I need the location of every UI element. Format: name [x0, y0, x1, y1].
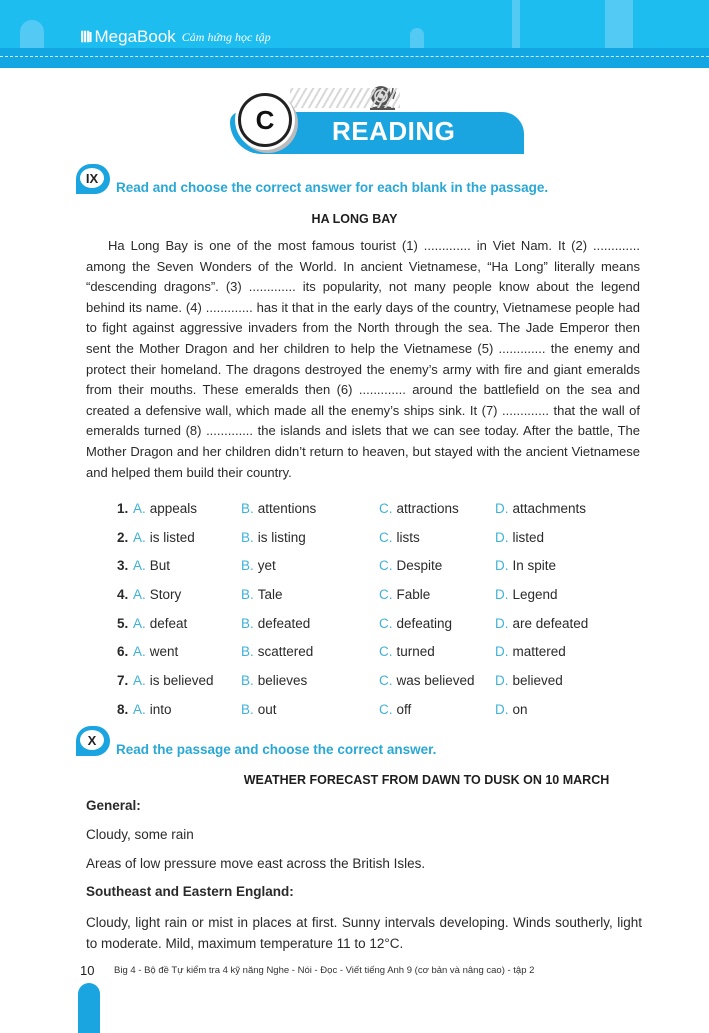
question-number: 7.: [117, 672, 129, 688]
answer-option[interactable]: [241, 702, 379, 717]
option-text: is listing: [257, 529, 306, 545]
answer-option[interactable]: [495, 673, 615, 688]
option-letter: D.: [495, 615, 509, 631]
exercise-badge-ix: [76, 164, 110, 194]
answer-option[interactable]: [379, 673, 495, 688]
option-letter: C.: [379, 615, 393, 631]
answer-option[interactable]: [379, 644, 495, 659]
option-letter: C.: [379, 701, 393, 717]
option-letter: D.: [495, 672, 509, 688]
southeast-heading: Southeast and Eastern England:: [86, 884, 294, 899]
answer-option[interactable]: [241, 644, 379, 659]
question-row: [117, 551, 637, 580]
answer-option[interactable]: [241, 530, 379, 545]
reading-section-banner: [224, 104, 524, 156]
option-text: believes: [257, 672, 308, 688]
option-letter: D.: [495, 500, 509, 516]
option-text: defeat: [149, 615, 188, 631]
option-text: listed: [512, 529, 545, 545]
answer-option[interactable]: [379, 558, 495, 573]
answer-option[interactable]: [495, 587, 615, 602]
option-letter: D.: [495, 529, 509, 545]
general-heading: General:: [86, 798, 141, 813]
option-text: into: [149, 701, 172, 717]
option-text: out: [257, 701, 277, 717]
option-text: off: [396, 701, 412, 717]
option-text: believed: [512, 672, 563, 688]
option-text: went: [149, 644, 179, 660]
option-text: scattered: [257, 644, 314, 660]
question-number: 3.: [117, 558, 129, 574]
megabook-logo: [80, 27, 271, 47]
option-text: defeated: [257, 615, 311, 631]
option-letter: A.: [133, 529, 146, 545]
answer-option[interactable]: [379, 501, 495, 516]
banner-hatch-decoration: [290, 88, 400, 108]
question-options: [117, 494, 637, 724]
answer-option[interactable]: [379, 530, 495, 545]
option-letter: A.: [133, 644, 146, 660]
passage-text: Ha Long Bay is one of the most famous tourist (1) ............. in Viet Nam. It (2) ............. among the Seven Wonders of the World. In ancient Vietnamese, “Ha Long” literally means “descending dragons”. (3) ............. its popularity, not many people know about the legend behind its name. (4) ............. has it that in the early days of the country, Vietnamese people had to fight against aggressive invaders from the North through the sea. The Jade Emperor then sent the Mother Dragon and her children to help the Vietnamese (5) ............. the enemy and protect their homeland. The dragons destroyed the enemy’s army with fire and giant emeralds from their mouths. These emeralds then (6) ............. around the battlefield on the sea and created a defensive wall, which made all the enemy’s ships sink. It (7) ............. that the wall of emeralds turned (8) ............. the islands and islets that we can see today. After the battle, The Mother Dragon and her children didn’t return to heaven, but stayed with the ancient Vietnamese and helped them build their country.: [86, 238, 640, 480]
answer-option[interactable]: [241, 673, 379, 688]
option-letter: A.: [133, 558, 146, 574]
answer-option[interactable]: [117, 673, 241, 688]
answer-option[interactable]: [495, 702, 615, 717]
question-number: 1.: [117, 500, 129, 516]
logo-mark-icon: ⅢI: [80, 29, 91, 46]
option-text: on: [512, 701, 528, 717]
option-text: appeals: [149, 500, 198, 516]
general-line: Areas of low pressure move east across the British Isles.: [86, 856, 426, 871]
page-tab-decoration: [78, 983, 100, 1033]
option-letter: B.: [241, 701, 254, 717]
option-letter: B.: [241, 529, 254, 545]
answer-option[interactable]: [117, 501, 241, 516]
question-number: 5.: [117, 615, 129, 631]
answer-option[interactable]: [495, 558, 615, 573]
answer-option[interactable]: [379, 616, 495, 631]
option-letter: D.: [495, 701, 509, 717]
option-letter: A.: [133, 672, 146, 688]
option-text: turned: [396, 644, 435, 660]
option-text: In spite: [512, 558, 557, 574]
option-letter: B.: [241, 586, 254, 602]
question-row: [117, 580, 637, 609]
option-text: attachments: [512, 500, 587, 516]
exercise-instruction: Read the passage and choose the correct answer.: [116, 742, 437, 757]
option-text: Despite: [396, 558, 443, 574]
section-letter-badge: C: [238, 93, 292, 147]
option-letter: C.: [379, 500, 393, 516]
answer-option[interactable]: [117, 558, 241, 573]
option-text: Story: [149, 586, 182, 602]
option-text: was believed: [396, 672, 475, 688]
answer-option[interactable]: [379, 702, 495, 717]
option-letter: B.: [241, 644, 254, 660]
option-letter: D.: [495, 558, 509, 574]
option-letter: A.: [133, 500, 146, 516]
brand-slogan: Cảm hứng học tập: [181, 29, 271, 44]
exercise-instruction: Read and choose the correct answer for each blank in the passage.: [116, 180, 549, 195]
option-text: lists: [396, 529, 420, 545]
exercise-number: X: [80, 730, 104, 750]
option-letter: A.: [133, 615, 146, 631]
answer-option[interactable]: [117, 702, 241, 717]
building-decoration: [20, 20, 44, 50]
option-letter: A.: [133, 701, 146, 717]
statue-decoration: [512, 0, 520, 48]
option-letter: C.: [379, 586, 393, 602]
option-text: attentions: [257, 500, 317, 516]
option-letter: B.: [241, 615, 254, 631]
option-text: defeating: [396, 615, 453, 631]
question-number: 4.: [117, 586, 129, 602]
answer-option[interactable]: [241, 616, 379, 631]
exercise-number: IX: [80, 168, 104, 188]
option-text: Legend: [512, 586, 558, 602]
option-letter: D.: [495, 644, 509, 660]
option-letter: B.: [241, 558, 254, 574]
brand-name: MegaBook: [94, 27, 176, 46]
exercise-badge-x: [76, 726, 110, 756]
question-number: 6.: [117, 644, 129, 660]
southeast-text: Cloudy, light rain or mist in places at first. Sunny intervals developing. Winds southerly, light to moderate. Mild, maximum temperature 11 to 12°C.: [86, 915, 642, 951]
answer-option[interactable]: [495, 616, 615, 631]
option-letter: B.: [241, 500, 254, 516]
passage-title: HA LONG BAY: [311, 212, 398, 226]
header-dashed-line: [0, 56, 709, 57]
option-text: Tale: [257, 586, 283, 602]
section-title: READING: [332, 116, 456, 146]
answer-option[interactable]: [495, 644, 615, 659]
page-header: [0, 0, 709, 68]
answer-option[interactable]: [117, 616, 241, 631]
answer-option[interactable]: [495, 501, 615, 516]
answer-option[interactable]: [117, 587, 241, 602]
answer-option[interactable]: [241, 558, 379, 573]
answer-option[interactable]: [117, 530, 241, 545]
answer-option[interactable]: [379, 587, 495, 602]
question-number: 2.: [117, 529, 129, 545]
option-text: yet: [257, 558, 276, 574]
option-letter: C.: [379, 672, 393, 688]
option-letter: A.: [133, 586, 146, 602]
answer-option[interactable]: [117, 644, 241, 659]
option-text: attractions: [396, 500, 459, 516]
passage-title: WEATHER FORECAST FROM DAWN TO DUSK ON 10 MARCH: [243, 773, 610, 787]
skyscraper-decoration: [605, 0, 633, 48]
answer-option[interactable]: [495, 530, 615, 545]
option-letter: B.: [241, 672, 254, 688]
question-number: 8.: [117, 701, 129, 717]
question-row: [117, 695, 637, 724]
option-letter: C.: [379, 644, 393, 660]
option-letter: C.: [379, 558, 393, 574]
question-row: [117, 609, 637, 638]
question-row: [117, 523, 637, 552]
question-row: [117, 666, 637, 695]
answer-option[interactable]: [241, 587, 379, 602]
option-letter: D.: [495, 586, 509, 602]
book-title: Big 4 - Bộ đề Tự kiểm tra 4 kỹ năng Nghe - Nói - Đọc - Viết tiếng Anh 9 (cơ bản và nâng cao) - tập 2: [114, 965, 535, 976]
page-number: 10: [80, 963, 95, 978]
question-row: [117, 637, 637, 666]
option-text: Fable: [396, 586, 431, 602]
option-text: mattered: [512, 644, 566, 660]
answer-option[interactable]: [241, 501, 379, 516]
header-band: [0, 48, 709, 68]
option-letter: C.: [379, 529, 393, 545]
option-text: But: [149, 558, 171, 574]
general-line: Cloudy, some rain: [86, 827, 194, 842]
question-row: [117, 494, 637, 523]
option-text: is believed: [149, 672, 214, 688]
option-text: are defeated: [512, 615, 589, 631]
option-text: is listed: [149, 529, 195, 545]
